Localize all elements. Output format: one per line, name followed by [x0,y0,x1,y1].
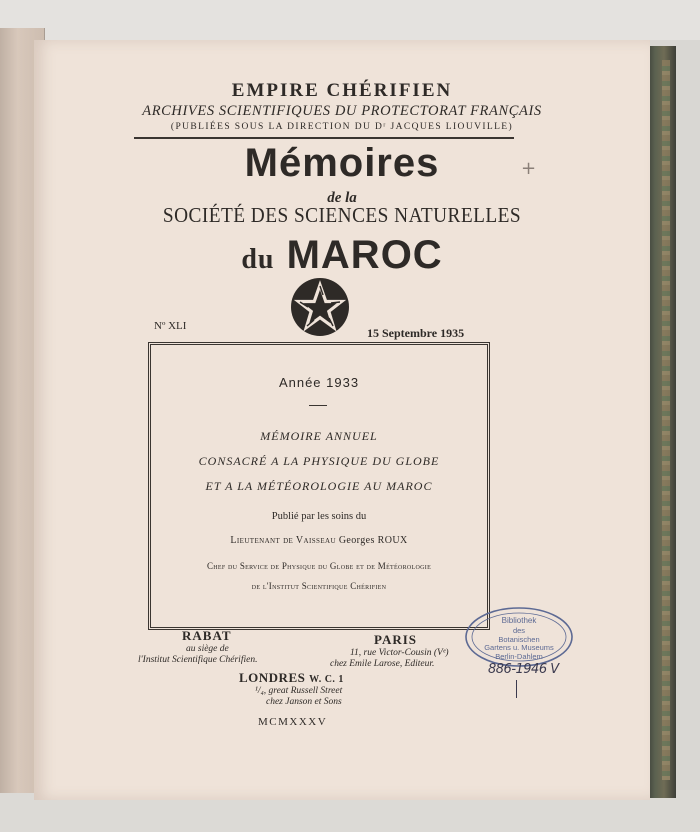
publisher-rabat-line1: au siège de [186,644,229,654]
title-maroc: MAROC [286,233,443,277]
handwritten-stroke [516,680,517,698]
box-memoire-line1: MÉMOIRE ANNUEL [260,429,378,443]
box-lieutenant-name: Georges ROUX [338,535,408,546]
title-de-la: de la [327,190,357,206]
publisher-paris-line2: chez Emile Larose, Editeur. [330,659,435,669]
publisher-paris-line1: 11, rue Victor-Cousin (Vᵉ) [350,648,449,658]
stamp-line2: des [512,626,526,635]
background-top [0,0,700,40]
library-stamp [464,606,574,668]
publisher-londres-name: LONDRES [239,670,306,685]
box-institut: de l'Institut Scientifique Chérifien [251,581,387,591]
handwritten-accession-number: 886-1946 V [488,662,559,677]
box-lieutenant-title: Lieutenant de Vaisseau [230,535,336,546]
box-memoire-line3: ET A LA MÉTÉOROLOGIE AU MAROC [205,479,433,493]
box-annee: Année 1933 [278,375,360,390]
publisher-londres-suffix: W. C. 1 [309,674,344,685]
framed-content-box [148,342,490,630]
box-memoire-line2: CONSACRÉ A LA PHYSIQUE DU GLOBE [198,454,440,468]
stamp-line5: Berlin-Dahlem [495,652,543,661]
publisher-rabat-line2: l'Institut Scientifique Chérifien. [138,655,258,665]
publisher-londres-city [239,670,344,686]
box-lieutenant [151,535,487,546]
title-societe: SOCIÉTÉ DES SCIENCES NATURELLES [162,203,522,227]
header-empire: EMPIRE CHÉRIFIEN [231,80,453,101]
stamp-line1: Bibliothek [501,616,537,625]
title-du-maroc [34,233,650,278]
spine-texture [662,60,670,780]
header-archives: ARCHIVES SCIENTIFIQUES DU PROTECTORAT FRANÇAIS [142,103,542,119]
title-memoires: Mémoires [244,141,440,185]
publication-year-roman: MCMXXXV [258,716,328,728]
publisher-londres-line1: ¹/₄, great Russell Street [255,686,343,696]
header-publiees: (PUBLIÉES SOUS LA DIRECTION DU Dʳ JACQUES LIOUVILLE) [170,122,514,132]
title-page [34,40,650,800]
book-spine [646,46,676,798]
box-chef: Chef du Service de Physique du Globe et de Météorologie [206,561,432,571]
pencil-cross-mark: + [521,158,537,179]
issue-date: 15 Septembre 1935 [367,326,465,340]
publisher-londres-line2: chez Janson et Sons [266,697,342,707]
title-du: du [241,244,275,275]
box-dash [309,405,327,406]
header-rule [134,137,514,139]
stamp-line3: Botanischen [498,635,540,644]
stamp-line4: Gartens u. Museums [484,643,554,652]
seal-star-icon [290,277,350,337]
publisher-paris-city: PARIS [374,632,418,647]
issue-number: Nº XLI [154,320,187,332]
box-publie: Publié par les soins du [271,511,367,522]
publisher-rabat-city: RABAT [182,628,232,643]
